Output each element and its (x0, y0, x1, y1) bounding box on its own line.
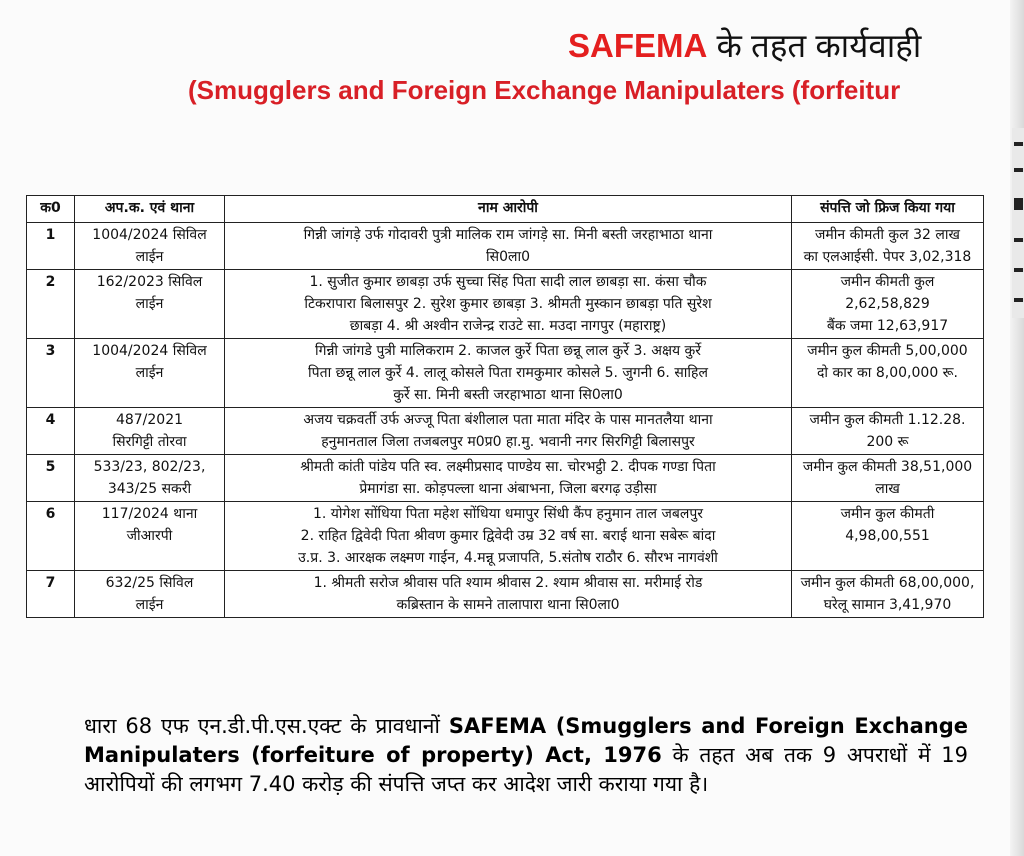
row-case-number (75, 270, 225, 339)
row-property-line: जमीन कुल कीमती 5,00,000 (807, 343, 968, 359)
row-property-line: जमीन कुल कीमती 1.12.28. (809, 412, 966, 428)
row-serial: 2 (27, 270, 75, 339)
table-row (27, 339, 984, 408)
row-accused (225, 455, 792, 502)
header-accused: नाम आरोपी (225, 196, 792, 223)
row-accused-line: अजय चक्रवर्ती उर्फ अज्जू पिता बंशीलाल पता माता मंदिर के पास मानतलैया थाना (303, 412, 713, 428)
row-accused-line: 1. योगेश सोंधिया पिता महेश सोंधिया धमापुर सिंधी कैंप हनुमान ताल जबलपुर (312, 506, 704, 522)
row-property (792, 408, 984, 455)
row-property (792, 223, 984, 270)
row-accused-line: 2. राहित द्विवेदी पिता श्रीवण कुमार द्विवेदी उम्र 32 वर्ष सा. बराई थाना सबेरू बांदा (300, 528, 716, 544)
row-accused-line: प्रेमागंडा सा. कोड़पल्ला थाना अंबाभना, जिला बरगढ़ उड़ीसा (359, 481, 657, 497)
row-case-number (75, 571, 225, 618)
row-serial: 3 (27, 339, 75, 408)
row-case-number-line: 533/23, 802/23, (93, 459, 206, 475)
row-property-line: 4,98,00,551 (845, 528, 930, 544)
row-case-number-line: 1004/2024 सिविल (92, 227, 207, 243)
row-serial: 6 (27, 502, 75, 571)
table-row (27, 270, 984, 339)
row-serial: 4 (27, 408, 75, 455)
table-row (27, 223, 984, 270)
row-case-number-line: 1004/2024 सिविल (92, 343, 207, 359)
row-case-number (75, 223, 225, 270)
summary-part-1: धारा 68 एफ एन.डी.पी.एस.एक्ट के प्रावधानों (84, 714, 449, 738)
row-case-number-line: 632/25 सिविल (105, 575, 194, 591)
row-property (792, 502, 984, 571)
row-property (792, 455, 984, 502)
table-row (27, 502, 984, 571)
row-accused (225, 502, 792, 571)
row-accused (225, 339, 792, 408)
row-case-number-line: 117/2024 थाना (101, 506, 198, 522)
header-serial: क0 (27, 196, 75, 223)
summary-paragraph (84, 712, 968, 799)
row-case-number-line: लाईन (135, 296, 164, 312)
row-case-number-line: जीआरपी (126, 528, 173, 544)
row-accused-line: सि0ला0 (485, 249, 531, 265)
row-property-line: जमीन कुल कीमती (840, 506, 935, 522)
page-subtitle: (Smugglers and Foreign Exchange Manipulaters (forfeitur (188, 75, 901, 105)
row-case-number-line: 162/2023 सिविल (96, 274, 203, 290)
row-serial: 5 (27, 455, 75, 502)
row-accused-line: गिन्नी जांगडे पुत्री मालिकराम 2. काजल कुर्रे पिता छन्नू लाल कुर्रे 3. अक्षय कुर्रे (314, 343, 702, 359)
row-accused-line: 1. श्रीमती सरोज श्रीवास पति श्याम श्रीवास 2. श्याम श्रीवास सा. मरीमाई रोड (313, 575, 703, 591)
row-accused-line: हनुमानताल जिला तजबलपुर म0प्र0 हा.मु. भवानी नगर सिरगिट्टी बिलासपुर (321, 434, 695, 450)
row-case-number-line: 487/2021 (115, 412, 184, 428)
summary-act-name: SAFEMA (Smugglers and Foreign Exchange Manipulaters (forfeiture of property) Act, 1976 (84, 714, 968, 767)
title-rest: के तहत कार्यवाही (716, 27, 922, 64)
row-case-number-line: लाईन (135, 597, 164, 613)
row-accused (225, 223, 792, 270)
row-property-line: 2,62,58,829 (845, 296, 930, 312)
row-accused-line: 1. सुजीत कुमार छाबड़ा उर्फ सुच्चा सिंह पिता सादी लाल छाबड़ा सा. कंसा चौक (309, 274, 707, 290)
row-accused-line: कुर्रे सा. मिनी बस्ती जरहाभाठा थाना सि0ला0 (393, 387, 623, 403)
row-case-number (75, 455, 225, 502)
row-property-line: बैंक जमा 12,63,917 (826, 318, 949, 334)
table-row (27, 408, 984, 455)
row-serial: 1 (27, 223, 75, 270)
row-property-line: जमीन कुल कीमती 68,00,000, (800, 575, 975, 591)
summary-part-3: के तहत अब तक 9 अपराधों में 19 आरोपियों की लगभग 7.40 करोड़ की संपत्ति जप्त कर आदेश जारी कराया गया है। (84, 743, 968, 796)
row-property (792, 571, 984, 618)
row-serial: 7 (27, 571, 75, 618)
table-header-row (27, 196, 984, 223)
table-row (27, 571, 984, 618)
row-case-number-line: 343/25 सकरी (107, 481, 192, 497)
row-property-line: 200 रू (866, 434, 909, 450)
row-case-number-line: सिरगिट्टी तोरवा (112, 434, 187, 450)
row-property-line: घरेलू सामान 3,41,970 (823, 597, 952, 613)
table-row (27, 455, 984, 502)
row-accused-line: उ.प्र. 3. आरक्षक लक्ष्मण गाईन, 4.मन्नू प्रजापति, 5.संतोष राठौर 6. सौरभ नागवंशी (298, 550, 718, 566)
row-property-line: दो कार का 8,00,000 रू. (816, 365, 958, 381)
row-accused (225, 571, 792, 618)
row-case-number (75, 502, 225, 571)
row-case-number (75, 408, 225, 455)
row-accused (225, 408, 792, 455)
header-property: संपत्ति जो फ्रिज किया गया (792, 196, 984, 223)
seizure-table (26, 195, 984, 618)
row-accused-line: गिन्नी जांगड़े उर्फ गोदावरी पुत्री मालिक राम जांगड़े सा. मिनी बस्ती जरहाभाठा थाना (303, 227, 713, 243)
header-case: अप.क. एवं थाना (75, 196, 225, 223)
row-property-line: जमीन कीमती कुल 32 लाख (815, 227, 960, 243)
row-accused-line: छाबड़ा 4. श्री अश्वीन राजेन्द्र राउटे सा. मउदा नागपुर (महाराष्ट्र) (349, 318, 667, 334)
table-body (27, 223, 984, 618)
row-property (792, 270, 984, 339)
row-accused (225, 270, 792, 339)
adjacent-page-fragment (1012, 128, 1024, 318)
row-property-line: जमीन कीमती कुल (840, 274, 935, 290)
row-property (792, 339, 984, 408)
row-accused-line: श्रीमती कांती पांडेय पति स्व. लक्ष्मीप्रसाद पाण्डेय सा. चोरभट्ठी 2. दीपक गण्डा पिता (300, 459, 716, 475)
row-property-line: लाख (875, 481, 900, 497)
row-accused-line: टिकरापारा बिलासपुर 2. सुरेश कुमार छाबड़ा 3. श्रीमती मुस्कान छाबड़ा पति सुरेश (304, 296, 712, 312)
page-title (568, 22, 921, 67)
row-property-line: जमीन कुल कीमती 38,51,000 (802, 459, 973, 475)
row-case-number-line: लाईन (135, 249, 164, 265)
title-brand: SAFEMA (568, 27, 708, 64)
row-accused-line: कब्रिस्तान के सामने तालापारा थाना सि0ला0 (396, 597, 620, 613)
row-case-number (75, 339, 225, 408)
row-accused-line: पिता छन्नू लाल कुर्रे 4. लालू कोसले पिता रामकुमार कोसले 5. जुगनी 6. साहिल (308, 365, 708, 381)
row-case-number-line: लाईन (135, 365, 164, 381)
row-property-line: का एलआईसी. पेपर 3,02,318 (803, 249, 972, 265)
